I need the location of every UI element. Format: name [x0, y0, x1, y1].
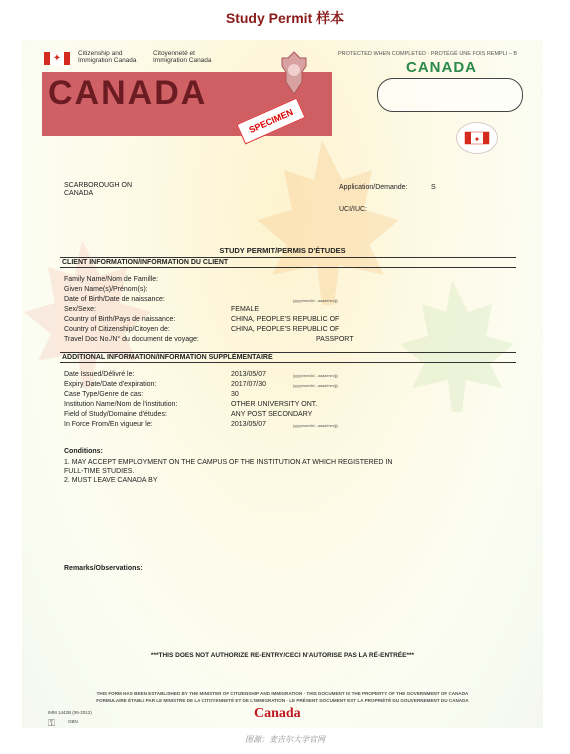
- study-permit-document: [22, 40, 543, 728]
- field-value: FEMALE: [231, 306, 260, 313]
- uci-label: UCI/IUC:: [339, 206, 367, 213]
- date-format-hint: (yyyy/mm/dd - aaaa/mm/jj): [293, 299, 338, 303]
- date-format-hint: (yyyy/mm/dd - aaaa/mm/jj): [293, 374, 338, 378]
- department-name-english: Citizenship and Immigration Canada: [78, 50, 137, 64]
- reentry-notice: ***THIS DOES NOT AUTHORIZE RE-ENTRY/CECI N'AUTORISE PAS LA RÉ-ENTRÉE***: [150, 652, 415, 659]
- field-label: Case Type/Genre de cas:: [64, 391, 144, 398]
- field-label: Expiry Date/Date d'expiration:: [64, 381, 157, 388]
- coat-of-arms-icon: [274, 50, 314, 98]
- field-value: CHINA, PEOPLE'S REPUBLIC OF: [231, 326, 340, 333]
- field-value: 2013/05/07: [231, 371, 267, 378]
- additional-information-header: ADDITIONAL INFORMATION/INFORMATION SUPPLÉMENTAIRE: [60, 352, 516, 363]
- condition-item: 1. MAY ACCEPT EMPLOYMENT ON THE CAMPUS OF THE INSTITUTION AT WHICH REGISTERED IN FULL-TIME STUDIES.: [64, 459, 393, 475]
- photo-window: [377, 78, 523, 112]
- remarks-label: Remarks/Observations:: [64, 565, 143, 572]
- date-format-hint: (yyyy/mm/dd - aaaa/mm/jj): [293, 384, 338, 388]
- field-value: ANY POST SECONDARY: [231, 411, 313, 418]
- field-label: Institution Name/Nom de l'institution:: [64, 401, 178, 408]
- field-label: Travel Doc No./N° du document de voyage:: [64, 336, 199, 343]
- permit-title: STUDY PERMIT/PERMIS D'ÉTUDES: [219, 246, 346, 255]
- field-label: Sex/Sexe:: [64, 306, 96, 313]
- field-value: OTHER UNIVERSITY ONT.: [231, 401, 318, 408]
- application-label: Application/Demande:: [339, 184, 408, 191]
- department-name-french: Citoyenneté et Immigration Canada: [153, 50, 212, 64]
- specimen-stamp: SPECIMEN: [236, 98, 305, 145]
- canada-header: CANADA: [406, 59, 477, 76]
- page-title: Study Permit 样本: [225, 10, 345, 26]
- canada-band-text: CANADA: [48, 74, 208, 112]
- footer-english: THIS FORM HAS BEEN ESTABLISHED BY THE MINISTER OF CITIZENSHIP AND IMMIGRATION · THIS DOCUMENT IS THE PROPERTY OF THE GOVERNMENT OF CANADA: [96, 691, 469, 696]
- canada-wordmark: Canada: [254, 706, 301, 721]
- key-text: OBN: [68, 719, 78, 724]
- client-information-header: CLIENT INFORMATION/INFORMATION DU CLIENT: [60, 257, 516, 268]
- condition-item: 2. MUST LEAVE CANADA BY: [64, 477, 158, 484]
- image-source-caption: 图源：麦吉尔大学官网: [245, 735, 325, 744]
- field-label: Country of Citizenship/Citoyen de:: [64, 326, 170, 333]
- field-value: CHINA, PEOPLE'S REPUBLIC OF: [231, 316, 340, 323]
- field-value: 2017/07/30: [231, 381, 267, 388]
- field-label: Field of Study/Domaine d'études:: [64, 411, 167, 418]
- protected-notice: PROTECTED WHEN COMPLETED · PROTÉGÉ UNE FOIS REMPLI – B: [338, 51, 518, 57]
- footer-french: FORMULAIRE ÉTABLI PAR LE MINISTRE DE LA CITOYENNETÉ ET DE L'IMMIGRATION · LE PRÉSENT DOCUMENT EST LA PROPRIÉTÉ DU GOUVERNEMENT DU CANADA: [96, 698, 469, 703]
- field-value: 30: [231, 391, 239, 398]
- field-label: Date Issued/Délivré le:: [64, 371, 135, 378]
- form-number: IMM 1442B (06-2012): [48, 710, 92, 715]
- date-format-hint: (yyyy/mm/dd - aaaa/mm/jj): [293, 424, 338, 428]
- application-value: S: [431, 184, 436, 191]
- field-label: Family Name/Nom de Famille:: [64, 276, 159, 283]
- field-label: Date of Birth/Date de naissance:: [64, 296, 165, 303]
- field-label: Given Name(s)/Prénom(s):: [64, 286, 148, 293]
- field-value: PASSPORT: [316, 336, 354, 343]
- field-label: In Force From/En vigueur le:: [64, 421, 153, 428]
- svg-text:✦: ✦: [473, 135, 481, 144]
- client-address: SCARBOROUGH ON CANADA: [64, 182, 133, 197]
- conditions-label: Conditions:: [64, 448, 103, 455]
- key-icon: ⚿: [48, 718, 55, 728]
- field-value: 2013/05/07: [231, 421, 267, 428]
- canada-flag-icon: ✦: [44, 52, 70, 65]
- flag-seal-icon: [456, 122, 498, 154]
- field-label: Country of Birth/Pays de naissance:: [64, 316, 176, 323]
